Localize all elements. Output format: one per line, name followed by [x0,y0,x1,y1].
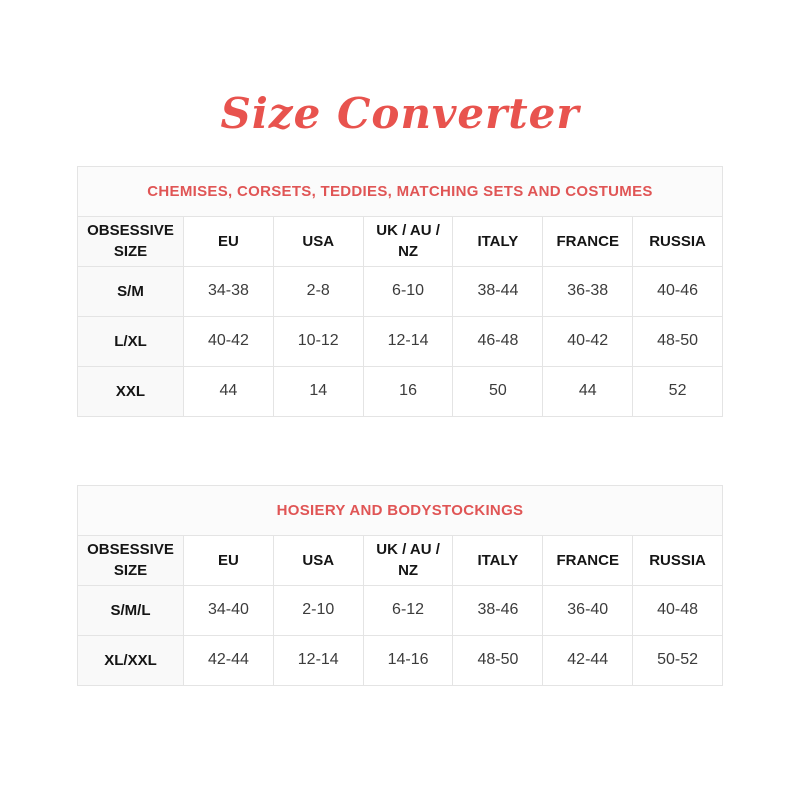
column-header: UK / AU / NZ [363,535,453,585]
column-header: RUSSIA [633,535,723,585]
size-value-cell: 48-50 [633,316,723,366]
column-header: OBSESSIVE SIZE [78,535,184,585]
size-value-cell: 2-10 [273,585,363,635]
size-value-cell: 52 [633,366,723,416]
size-value-cell: 40-46 [633,266,723,316]
size-value-cell: 36-40 [543,585,633,635]
column-header: EU [184,535,274,585]
size-value-cell: 38-44 [453,266,543,316]
hosiery-bodystockings-size-table [77,485,723,686]
table-row [78,366,723,416]
chemises-corsets-size-table [77,166,723,417]
size-value-cell: 6-12 [363,585,453,635]
table-caption: HOSIERY AND BODYSTOCKINGS [78,485,723,535]
size-label-cell: L/XL [78,316,184,366]
column-header: FRANCE [543,216,633,266]
size-label-cell: XL/XXL [78,635,184,685]
table-row [78,635,723,685]
size-value-cell: 12-14 [363,316,453,366]
column-header: RUSSIA [633,216,723,266]
size-value-cell: 38-46 [453,585,543,635]
table-caption-row [78,485,723,535]
table-body [78,585,723,685]
column-header: USA [273,216,363,266]
column-header-row [78,535,723,585]
size-value-cell: 46-48 [453,316,543,366]
size-label-cell: S/M/L [78,585,184,635]
size-value-cell: 40-48 [633,585,723,635]
size-value-cell: 50-52 [633,635,723,685]
size-value-cell: 42-44 [184,635,274,685]
size-label-cell: S/M [78,266,184,316]
column-header: ITALY [453,535,543,585]
table-row [78,316,723,366]
size-value-cell: 12-14 [273,635,363,685]
size-value-cell: 34-38 [184,266,274,316]
size-value-cell: 2-8 [273,266,363,316]
page-title: Size Converter [220,89,580,138]
size-value-cell: 42-44 [543,635,633,685]
size-value-cell: 40-42 [184,316,274,366]
size-value-cell: 36-38 [543,266,633,316]
column-header: ITALY [453,216,543,266]
size-value-cell: 10-12 [273,316,363,366]
column-header: OBSESSIVE SIZE [78,216,184,266]
size-value-cell: 16 [363,366,453,416]
size-value-cell: 48-50 [453,635,543,685]
table-row [78,585,723,635]
size-value-cell: 44 [543,366,633,416]
size-label-cell: XXL [78,366,184,416]
size-value-cell: 14-16 [363,635,453,685]
column-header: USA [273,535,363,585]
column-header: UK / AU / NZ [363,216,453,266]
table-body [78,266,723,416]
size-value-cell: 44 [184,366,274,416]
size-value-cell: 50 [453,366,543,416]
column-header: FRANCE [543,535,633,585]
size-value-cell: 6-10 [363,266,453,316]
size-value-cell: 40-42 [543,316,633,366]
table-caption: CHEMISES, CORSETS, TEDDIES, MATCHING SETS AND COSTUMES [78,166,723,216]
table-row [78,266,723,316]
column-header: EU [184,216,274,266]
size-value-cell: 14 [273,366,363,416]
table-caption-row [78,166,723,216]
size-value-cell: 34-40 [184,585,274,635]
column-header-row [78,216,723,266]
